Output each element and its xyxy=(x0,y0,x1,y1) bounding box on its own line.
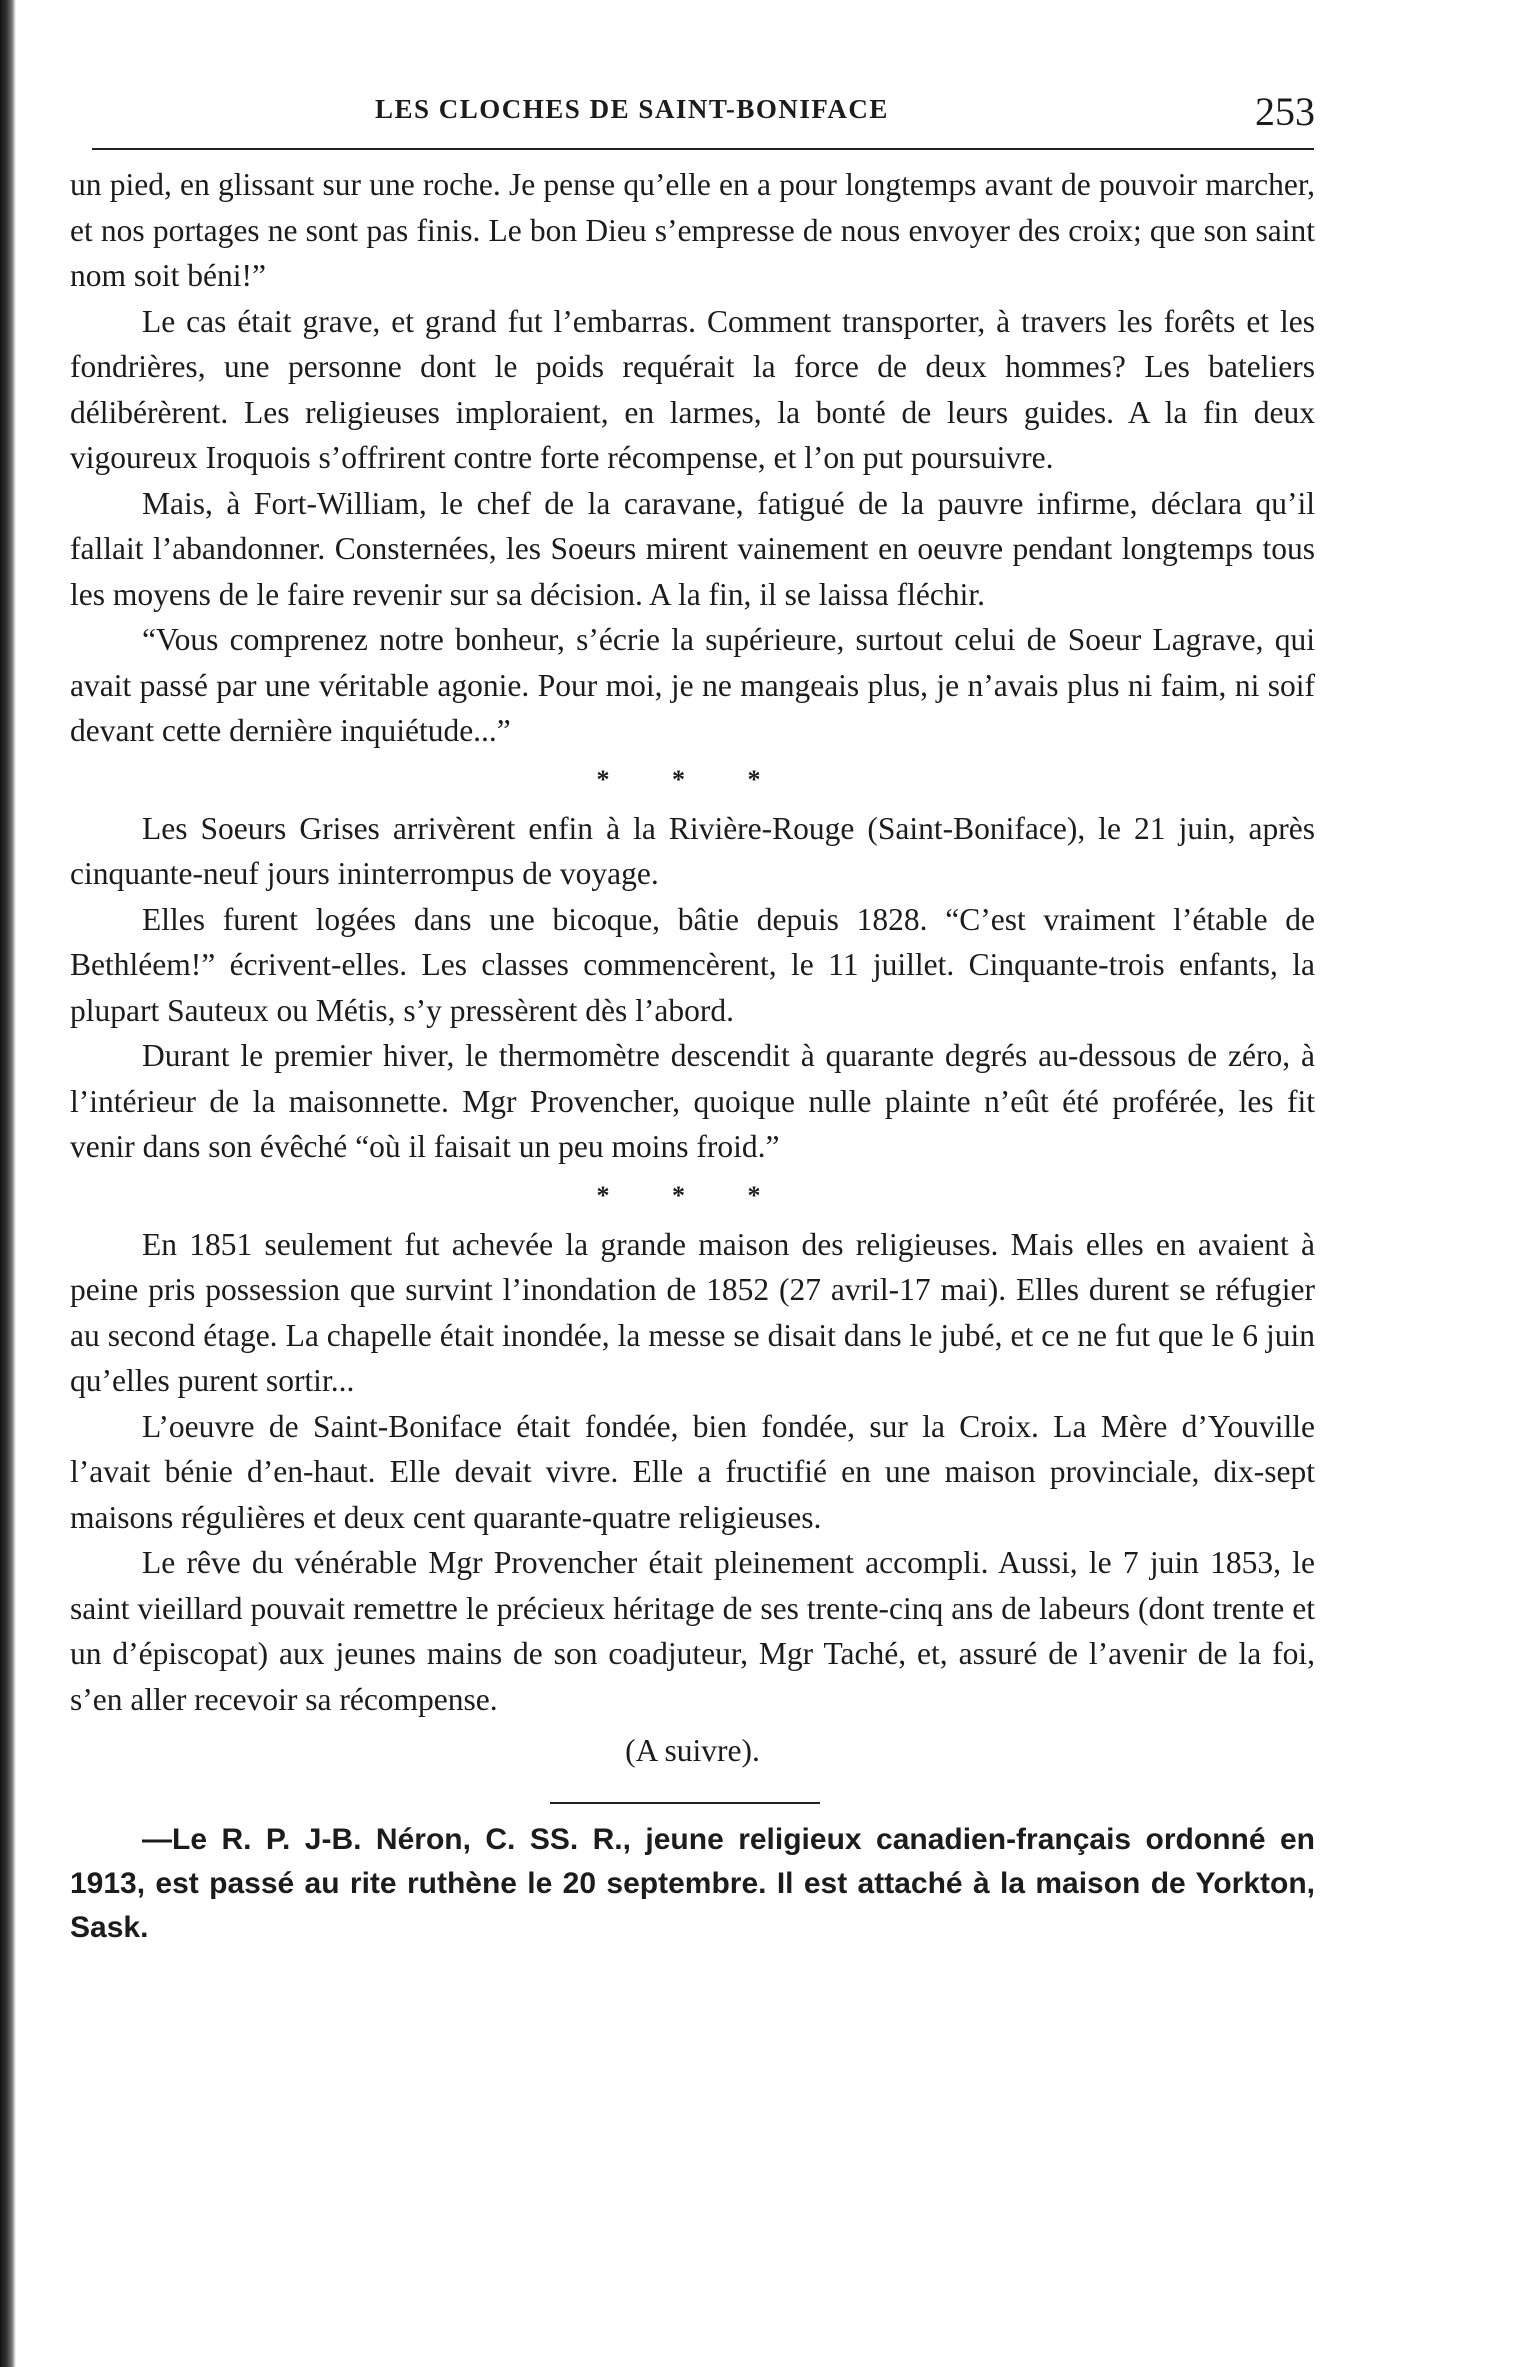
paragraph: un pied, en glissant sur une roche. Je pense qu’elle en a pour longtemps avant de pouvoir marcher, et nos portages ne sont pas finis. Le bon Dieu s’empresse de nous envoyer des croix; que son saint nom soit béni!” xyxy=(70,167,1315,293)
paragraph: Le cas était grave, et grand fut l’embarras. Comment transporter, à travers les forêts et les fondrières, une personne dont le poids requérait la force de deux hommes? Les bateliers délibérèrent. Les religieuses imploraient, en larmes, la bonté de leurs guides. A la fin deux vigoureux Iroquois s’offrirent contre forte récompense, et l’on put poursuivre. xyxy=(70,303,1315,475)
section-break: * * * xyxy=(596,1180,789,1210)
binding-shadow xyxy=(0,0,16,2367)
paragraph: Les Soeurs Grises arrivèrent enfin à la Rivière-Rouge (Saint-Boniface), le 21 juin, après cinquante-neuf jours ininterrompus de voyage. xyxy=(70,810,1315,891)
paragraph: Durant le premier hiver, le thermomètre descendit à quarante degrés au-dessous de zéro, à l’intérieur de la maisonnette. Mgr Provencher, quoique nulle plainte n’eût été proférée, les fit venir dans son évêché “où il faisait un peu moins froid.” xyxy=(70,1038,1315,1164)
news-note: —Le R. P. J-B. Néron, C. SS. R., jeune religieux canadien-français ordonné en 1913, est passé au rite ruthène le 20 septembre. Il est attaché à la maison de Yorkton, Sask. xyxy=(70,1823,1315,1944)
paragraph: L’oeuvre de Saint-Boniface était fondée, bien fondée, sur la Croix. La Mère d’Youville l’avait bénie d’en-haut. Elle devait vivre. Elle a fructifié en une maison provinciale, dix-sept maisons régulières et deux cent quarante-quatre religieuses. xyxy=(70,1408,1315,1535)
paragraph: “Vous comprenez notre bonheur, s’écrie la supérieure, surtout celui de Soeur Lagrave, qui avait passé par une véritable agonie. Pour moi, je ne mangeais plus, je n’avais plus ni faim, ni soif devant cette dernière inquiétude...” xyxy=(70,622,1315,748)
paragraph: En 1851 seulement fut achevée la grande maison des religieuses. Mais elles en avaient à peine pris possession que survint l’inondation de 1852 (27 avril-17 mai). Elles durent se réfugier au second étage. La chapelle était inondée, la messe se disait dans le jubé, et ce ne fut que le 6 juin qu’elles purent sortir... xyxy=(70,1226,1315,1398)
paragraph: Le rêve du vénérable Mgr Provencher était pleinement accompli. Aussi, le 7 juin 1853, le saint vieillard pouvait remettre le précieux héritage de ses trente-cinq ans de labeurs (dont trente et un d’épiscopat) aux jeunes mains de son coadjuteur, Mgr Taché, et, assuré de l’avenir de la foi, s’en aller recevoir sa récompense. xyxy=(70,1545,1315,1717)
running-title: LES CLOCHES DE SAINT-BONIFACE xyxy=(375,94,889,124)
paragraph: Mais, à Fort-William, le chef de la caravane, fatigué de la pauvre infirme, déclara qu’il fallait l’abandonner. Consternées, les Soeurs mirent vainement en oeuvre pendant longtemps tous les moyens de le faire revenir sur sa décision. A la fin, il se laissa fléchir. xyxy=(70,485,1315,612)
paragraph: Elles furent logées dans une bicoque, bâtie depuis 1828. “C’est vraiment l’étable de Bethléem!” écrivent-elles. Les classes commencèrent, le 11 juillet. Cinquante-trois enfants, la plupart Sauteux ou Métis, s’y pressèrent dès l’abord. xyxy=(70,901,1315,1028)
section-break: * * * xyxy=(596,764,789,794)
page-header xyxy=(375,89,1315,144)
separator-rule xyxy=(550,1802,820,1804)
page-body xyxy=(70,162,1315,1950)
to-be-continued: (A suivre). xyxy=(625,1733,760,1768)
header-rule xyxy=(92,148,1314,150)
page-number: 253 xyxy=(1255,89,1315,134)
